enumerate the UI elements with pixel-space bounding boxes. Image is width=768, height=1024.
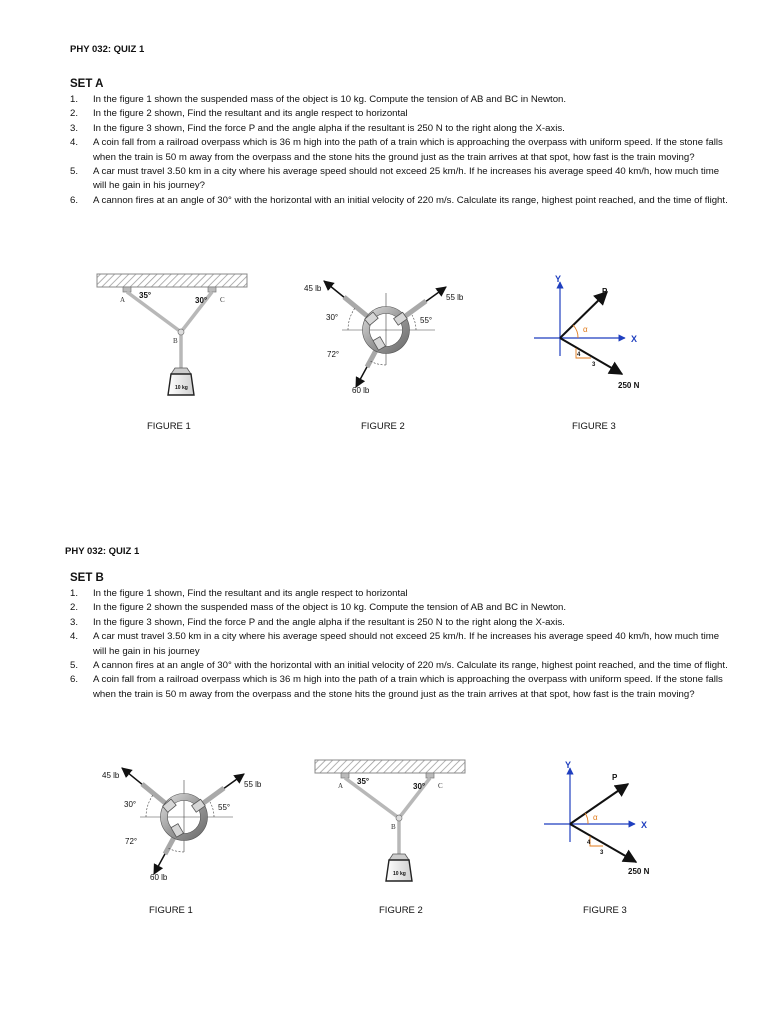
- caption-figure-3-b: FIGURE 3: [583, 905, 627, 916]
- set-title-b: SET B: [70, 572, 104, 584]
- caption-figure-1-b: FIGURE 1: [149, 905, 193, 916]
- label-3: 3: [600, 850, 604, 856]
- label-p: P: [602, 287, 608, 296]
- cable-ab: [127, 292, 181, 332]
- figure-vectors-a: [530, 272, 660, 397]
- caption-figure-1-a: FIGURE 1: [147, 421, 191, 432]
- label-4: 4: [577, 352, 581, 358]
- label-3: 3: [592, 362, 596, 368]
- label-alpha: α: [593, 813, 598, 822]
- figure-suspended-mass-b: [313, 758, 473, 883]
- ceiling-support: [97, 274, 247, 287]
- ceiling-support: [315, 760, 465, 773]
- question-item: 4. A car must travel 3.50 km in a city where his average speed should not exceed 25 km/h. If he increases his average speed 40 km/h, how much time will he gain in his journey: [70, 631, 720, 657]
- label-c: C: [220, 296, 225, 304]
- label-angle-72: 72°: [327, 350, 340, 359]
- label-x: X: [641, 820, 648, 830]
- question-item: 3. In the figure 3 shown, Find the force P and the angle alpha if the resultant is 250 N to the right along the X-axis.: [70, 122, 565, 134]
- label-55lb: 55 lb: [244, 780, 262, 789]
- label-angle-35: 35°: [139, 291, 152, 300]
- vector-p: [570, 784, 628, 824]
- question-item: 5. A cannon fires at an angle of 30° with the horizontal with an initial velocity of 220 m/s. Calculate its range, highest point reached, and the time of flight.: [70, 660, 728, 672]
- label-angle-30: 30°: [326, 313, 339, 322]
- label-y: Y: [565, 760, 572, 770]
- label-55lb: 55 lb: [446, 293, 464, 302]
- alpha-arc: [585, 813, 588, 824]
- label-angle-55: 55°: [420, 316, 433, 325]
- quiz-title-a: PHY 032: QUIZ 1: [70, 44, 145, 55]
- question-item: 1. In the figure 1 shown, Find the resultant and its angle respect to horizontal: [70, 588, 408, 599]
- quiz-title-b: PHY 032: QUIZ 1: [65, 546, 140, 557]
- label-p: P: [612, 773, 618, 782]
- figure-vectors-b: [540, 758, 670, 883]
- label-45lb: 45 lb: [304, 284, 322, 293]
- label-mass: 10 kg: [175, 385, 188, 391]
- label-angle-72: 72°: [125, 837, 138, 846]
- figure-ring-forces-a: [300, 275, 475, 400]
- label-a: A: [338, 782, 344, 790]
- question-item: 5. A car must travel 3.50 km in a city where his average speed should not exceed 25 km/h. If he increases his average speed 40 km/h, how much time will he gain in his journey?: [70, 166, 720, 192]
- label-4: 4: [587, 840, 591, 846]
- label-angle-35: 35°: [357, 777, 370, 786]
- question-item: 6. A coin fall from a railroad overpass which is 36 m high into the path of a train which is approaching the overpass with uniform speed. If the stone falls when the train is 50 m away from the overpass and the stone hits the ground just as the train arrives at that spot, how fast is the train moving?: [70, 674, 723, 700]
- label-45lb: 45 lb: [102, 771, 120, 780]
- label-60lb: 60 lb: [352, 386, 370, 395]
- label-b: B: [173, 337, 178, 345]
- label-60lb: 60 lb: [150, 873, 168, 882]
- cable-ab: [345, 778, 399, 818]
- question-item: 4. A coin fall from a railroad overpass which is 36 m high into the path of a train which is approaching the overpass with uniform speed. If the stone falls when the train is 50 m away from the overpass and the stone hits the ground just as the train arrives at that spot, how fast is the train moving?: [70, 137, 723, 163]
- question-item: 2. In the figure 2 shown, Find the resultant and its angle respect to horizontal: [70, 108, 408, 120]
- label-angle-55: 55°: [218, 803, 231, 812]
- figure-ring-forces-b: [98, 762, 273, 887]
- vector-250n: [570, 824, 636, 862]
- alpha-arc: [573, 325, 578, 338]
- question-item: 1. In the figure 1 shown the suspended mass of the object is 10 kg. Compute the tension of AB and BC in Newton.: [70, 94, 567, 105]
- caption-figure-3-a: FIGURE 3: [572, 421, 616, 432]
- label-b: B: [391, 823, 396, 831]
- label-y: Y: [555, 274, 562, 284]
- label-a: A: [120, 296, 126, 304]
- caption-figure-2-a: FIGURE 2: [361, 421, 405, 432]
- caption-figure-2-b: FIGURE 2: [379, 905, 423, 916]
- question-item: 2. In the figure 2 shown the suspended mass of the object is 10 kg. Compute the tension of AB and BC in Newton.: [70, 602, 567, 614]
- label-x: X: [631, 334, 638, 344]
- figure-suspended-mass-a: [95, 272, 255, 397]
- label-angle-30: 30°: [195, 296, 208, 305]
- label-mass: 10 kg: [393, 871, 406, 877]
- question-item: 3. In the figure 3 shown, Find the force P and the angle alpha if the resultant is 250 N to the right along the X-axis.: [70, 616, 565, 628]
- question-item: 6. A cannon fires at an angle of 30° with the horizontal with an initial velocity of 220 m/s. Calculate its range, highest point reached, and the time of flight.: [70, 194, 728, 206]
- label-250n: 250 N: [628, 867, 650, 876]
- set-title-a: SET A: [70, 78, 104, 90]
- question-list-a: [70, 93, 730, 208]
- label-angle-30: 30°: [124, 800, 137, 809]
- label-alpha: α: [583, 325, 588, 334]
- question-list-b: [70, 587, 730, 702]
- label-250n: 250 N: [618, 381, 640, 390]
- label-c: C: [438, 782, 443, 790]
- label-angle-30: 30°: [413, 782, 426, 791]
- vector-250n: [560, 338, 622, 374]
